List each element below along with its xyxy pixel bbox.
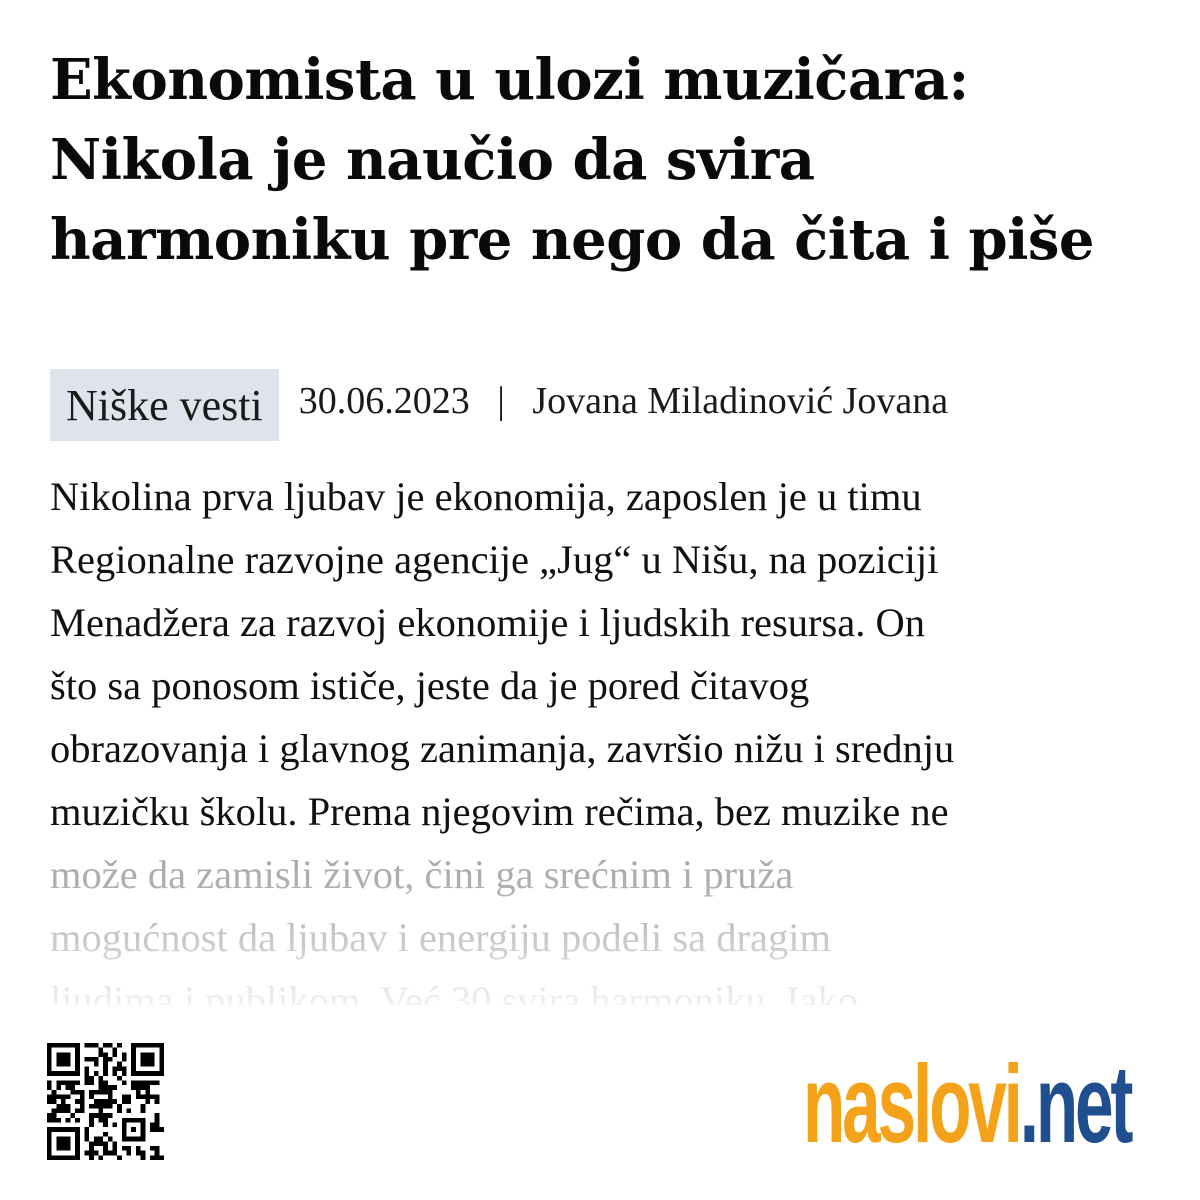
qr-module	[70, 1085, 75, 1090]
qr-module	[89, 1118, 94, 1123]
qr-module	[56, 1109, 61, 1114]
qr-module	[103, 1057, 108, 1062]
qr-module	[155, 1080, 160, 1085]
qr-module	[89, 1090, 94, 1095]
qr-module	[89, 1043, 94, 1048]
qr-module	[103, 1062, 108, 1067]
qr-module	[52, 1118, 57, 1123]
qr-module	[47, 1080, 52, 1085]
qr-module	[52, 1099, 57, 1104]
qr-module	[61, 1104, 66, 1109]
qr-module	[75, 1090, 80, 1095]
qr-module	[127, 1094, 132, 1099]
qr-module	[84, 1043, 89, 1048]
qr-module	[89, 1141, 94, 1146]
qr-module	[94, 1062, 99, 1067]
qr-module	[98, 1076, 103, 1081]
qr-module	[136, 1085, 141, 1090]
qr-module	[56, 1118, 61, 1123]
qr-module	[155, 1113, 160, 1118]
qr-module	[61, 1099, 66, 1104]
qr-module	[155, 1151, 160, 1156]
qr-module	[122, 1057, 127, 1062]
qr-module	[127, 1151, 132, 1156]
qr-module	[80, 1099, 85, 1104]
qr-module	[47, 1113, 52, 1118]
qr-module	[117, 1043, 122, 1048]
qr-module	[84, 1137, 89, 1142]
qr-module	[98, 1155, 103, 1160]
qr-module	[94, 1113, 99, 1118]
qr-module	[113, 1066, 118, 1071]
qr-module	[70, 1113, 75, 1118]
qr-module	[103, 1080, 108, 1085]
qr-module	[122, 1094, 127, 1099]
qr-module	[150, 1080, 155, 1085]
source-badge[interactable]	[50, 369, 279, 441]
qr-module	[98, 1113, 103, 1118]
qr-module	[52, 1094, 57, 1099]
qr-module	[103, 1085, 108, 1090]
qr-module	[155, 1127, 160, 1132]
qr-module	[127, 1146, 132, 1151]
qr-module	[94, 1151, 99, 1156]
qr-module	[141, 1085, 146, 1090]
qr-module	[103, 1104, 108, 1109]
qr-module	[113, 1099, 118, 1104]
qr-module	[52, 1109, 57, 1114]
qr-module	[117, 1155, 122, 1160]
article-author: Jovana Miladinović Jovana	[532, 380, 949, 422]
body-line: muzičku školu. Prema njegovim rečima, bez muzike ne	[50, 789, 949, 834]
qr-module	[122, 1052, 127, 1057]
qr-module	[89, 1123, 94, 1128]
qr-module	[98, 1141, 103, 1146]
qr-module	[80, 1090, 85, 1095]
qr-module	[113, 1151, 118, 1156]
qr-module	[84, 1066, 89, 1071]
qr-module	[94, 1104, 99, 1109]
qr-module	[159, 1155, 164, 1160]
qr-module	[89, 1094, 94, 1099]
qr-module	[108, 1094, 113, 1099]
qr-module	[89, 1146, 94, 1151]
qr-module	[52, 1113, 57, 1118]
qr-module	[94, 1137, 99, 1142]
qr-module	[47, 1094, 52, 1099]
qr-module	[89, 1076, 94, 1081]
naslovi-net-logo[interactable]	[803, 1045, 1130, 1165]
qr-module	[89, 1155, 94, 1160]
qr-module	[94, 1099, 99, 1104]
source-label: Niške vesti	[66, 380, 263, 430]
body-line: Regionalne razvojne agencije „Jug“ u Nišu, na poziciji	[50, 537, 939, 582]
qr-module	[150, 1094, 155, 1099]
qr-module	[155, 1099, 160, 1104]
qr-module	[113, 1146, 118, 1151]
qr-module	[155, 1094, 160, 1099]
article-meta	[50, 369, 948, 441]
qr-module	[84, 1057, 89, 1062]
qr-module	[113, 1071, 118, 1076]
qr-module	[141, 1094, 146, 1099]
qr-module	[94, 1057, 99, 1062]
qr-module	[47, 1099, 52, 1104]
qr-module	[113, 1141, 118, 1146]
qr-module	[70, 1080, 75, 1085]
qr-module	[89, 1057, 94, 1062]
qr-module	[61, 1094, 66, 1099]
qr-module	[136, 1094, 141, 1099]
qr-module	[117, 1062, 122, 1067]
qr-module	[108, 1090, 113, 1095]
qr-module	[52, 1090, 57, 1095]
qr-module	[98, 1085, 103, 1090]
qr-module	[127, 1109, 132, 1114]
qr-module	[108, 1057, 113, 1062]
qr-module	[94, 1090, 99, 1095]
qr-module	[122, 1080, 127, 1085]
qr-module	[89, 1113, 94, 1118]
qr-module	[61, 1109, 66, 1114]
qr-module	[141, 1109, 146, 1114]
qr-module	[103, 1151, 108, 1156]
qr-module	[103, 1132, 108, 1137]
qr-module	[155, 1155, 160, 1160]
body-line: što sa ponosom ističe, jeste da je pored čitavog	[50, 663, 810, 708]
qr-module	[103, 1146, 108, 1151]
qr-module	[89, 1151, 94, 1156]
qr-module	[98, 1080, 103, 1085]
qr-module	[80, 1094, 85, 1099]
qr-module	[150, 1127, 155, 1132]
qr-module	[117, 1066, 122, 1071]
article-headline: Ekonomista u ulozi muzičara: Nikola je naučio da svira harmoniku pre nego da čita i piše	[50, 47, 1095, 273]
qr-module	[122, 1099, 127, 1104]
qr-module	[145, 1080, 150, 1085]
qr-module	[136, 1151, 141, 1156]
qr-module	[89, 1104, 94, 1109]
qr-module	[103, 1113, 108, 1118]
qr-module	[84, 1071, 89, 1076]
qr-module	[117, 1076, 122, 1081]
body-line: obrazovanja i glavnog zanimanja, završio nižu i srednju	[50, 726, 955, 771]
qr-module	[145, 1099, 150, 1104]
qr-module	[75, 1118, 80, 1123]
qr-module	[113, 1085, 118, 1090]
qr-module	[56, 1104, 61, 1109]
qr-module	[75, 1109, 80, 1114]
qr-module	[66, 1094, 71, 1099]
qr-module	[127, 1099, 132, 1104]
qr-code-icon	[47, 1040, 164, 1163]
qr-module	[84, 1151, 89, 1156]
qr-module	[155, 1123, 160, 1128]
qr-module	[98, 1118, 103, 1123]
text-fade-overlay	[0, 845, 1200, 1015]
qr-module	[103, 1071, 108, 1076]
article-date: 30.06.2023	[298, 380, 470, 422]
qr-module	[145, 1090, 150, 1095]
qr-module	[103, 1043, 108, 1048]
qr-module	[56, 1080, 61, 1085]
body-line: Nikolina prva ljubav je ekonomija, zaposlen je u timu	[50, 474, 922, 519]
qr-module	[66, 1109, 71, 1114]
qr-module	[98, 1137, 103, 1142]
body-line: Menadžera za razvoj ekonomije i ljudskih resursa. On	[50, 600, 925, 645]
qr-module	[108, 1151, 113, 1156]
qr-module	[103, 1118, 108, 1123]
qr-module	[113, 1123, 118, 1128]
qr-module	[98, 1090, 103, 1095]
qr-module	[103, 1123, 108, 1128]
qr-module	[103, 1141, 108, 1146]
meta-separator: |	[497, 380, 505, 422]
qr-module	[61, 1080, 66, 1085]
qr-module	[131, 1080, 136, 1085]
qr-module	[131, 1085, 136, 1090]
qr-module	[47, 1118, 52, 1123]
qr-module	[94, 1071, 99, 1076]
qr-module	[84, 1076, 89, 1081]
qr-module	[117, 1104, 122, 1109]
qr-module	[113, 1048, 118, 1053]
qr-module	[155, 1146, 160, 1151]
qr-module	[145, 1085, 150, 1090]
qr-module	[155, 1118, 160, 1123]
qr-module	[66, 1085, 71, 1090]
qr-module	[94, 1141, 99, 1146]
qr-module	[94, 1043, 99, 1048]
qr-module	[150, 1155, 155, 1160]
qr-module	[136, 1090, 141, 1095]
qr-module	[141, 1104, 146, 1109]
qr-module	[150, 1146, 155, 1151]
qr-module	[122, 1066, 127, 1071]
qr-module	[141, 1080, 146, 1085]
qr-module	[66, 1080, 71, 1085]
qr-module	[98, 1109, 103, 1114]
qr-module	[98, 1099, 103, 1104]
logo-part-naslovi: naslovi	[803, 1043, 1020, 1166]
qr-module	[117, 1109, 122, 1114]
qr-module	[136, 1080, 141, 1085]
qr-module	[103, 1090, 108, 1095]
qr-module	[80, 1109, 85, 1114]
qr-module	[98, 1048, 103, 1053]
qr-module	[122, 1146, 127, 1151]
qr-module	[108, 1099, 113, 1104]
qr-module	[66, 1118, 71, 1123]
meta-text	[299, 379, 948, 423]
qr-module	[108, 1137, 113, 1142]
qr-module	[56, 1094, 61, 1099]
qr-module	[150, 1123, 155, 1128]
qr-module	[108, 1043, 113, 1048]
logo-part-net: .net	[1019, 1043, 1131, 1166]
qr-module	[108, 1113, 113, 1118]
qr-module	[75, 1080, 80, 1085]
qr-module	[113, 1052, 118, 1057]
qr-module	[159, 1127, 164, 1132]
qr-module	[84, 1132, 89, 1137]
qr-module	[145, 1094, 150, 1099]
qr-module	[84, 1080, 89, 1085]
qr-module	[103, 1099, 108, 1104]
qr-module	[122, 1071, 127, 1076]
qr-module	[70, 1090, 75, 1095]
qr-module	[98, 1104, 103, 1109]
qr-module	[56, 1085, 61, 1090]
qr-module	[103, 1052, 108, 1057]
qr-module	[103, 1066, 108, 1071]
qr-module	[108, 1104, 113, 1109]
qr-module	[136, 1146, 141, 1151]
qr-module	[80, 1104, 85, 1109]
qr-module	[66, 1104, 71, 1109]
qr-module	[141, 1151, 146, 1156]
qr-module	[47, 1085, 52, 1090]
qr-module	[98, 1052, 103, 1057]
qr-module	[75, 1099, 80, 1104]
qr-module	[89, 1080, 94, 1085]
qr-module	[141, 1155, 146, 1160]
qr-module	[84, 1127, 89, 1132]
qr-module	[108, 1085, 113, 1090]
